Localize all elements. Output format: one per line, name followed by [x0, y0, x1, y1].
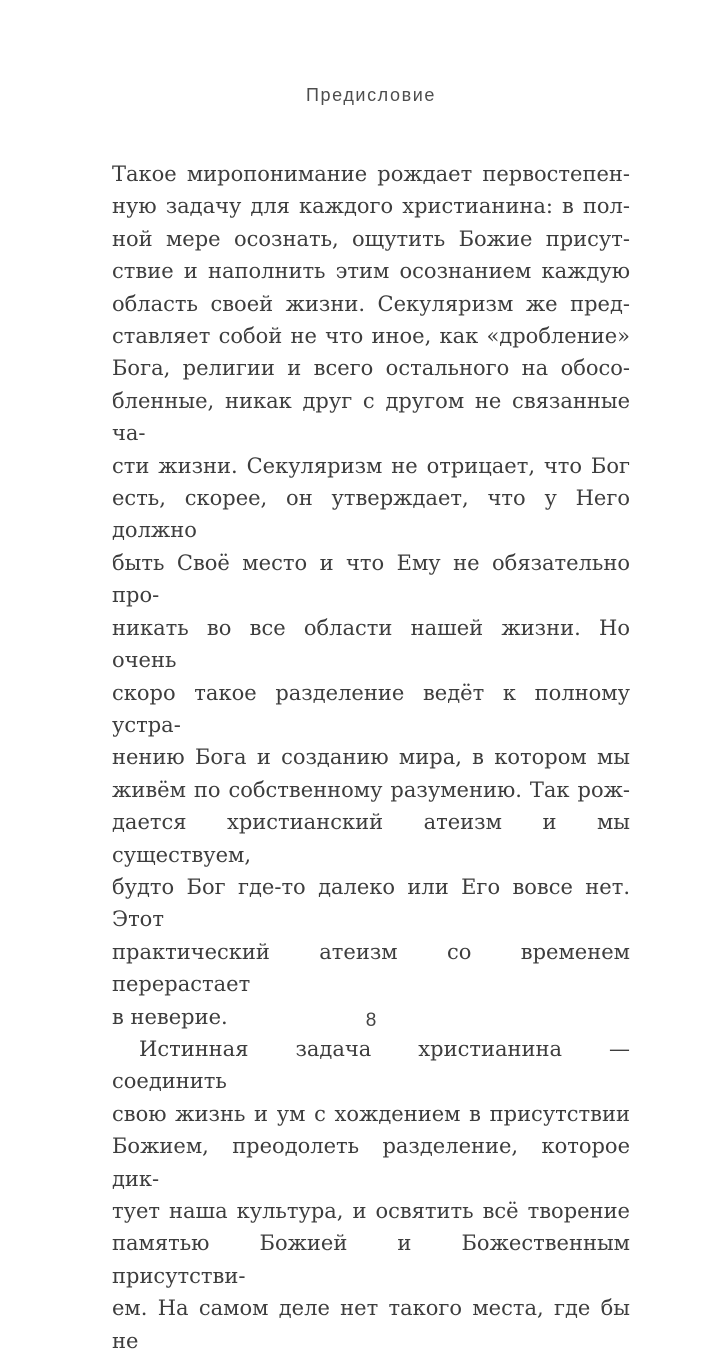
text-line: сти жизни. Секуляризм не отрицает, что Бог [112, 453, 630, 478]
text-line: нению Бога и созданию мира, в котором мы [112, 745, 630, 770]
page-number: 8 [365, 1010, 377, 1031]
text-line: ную задачу для каждого христианина: в пол- [112, 194, 630, 219]
text-line: свою жизнь и ум с хождением в присутствии [112, 1101, 630, 1126]
text-line: ставляет собой не что иное, как «дробление» [112, 324, 630, 349]
text-line: тует наша культура, и освятить всё творение [112, 1199, 630, 1223]
text-line: будто Бог где-то далеко или Его вовсе нет. Этот [112, 874, 630, 932]
paragraph [112, 158, 630, 1033]
text-line: Такое миропонимание рождает первостепен- [112, 162, 630, 186]
text-line: бленные, никак друг с другом не связанные ча- [112, 388, 630, 446]
text-line: никать во все области нашей жизни. Но очень [112, 615, 630, 673]
body-text [112, 158, 630, 1357]
text-line: быть Своё место и что Ему не обязательно про- [112, 550, 630, 608]
text-line: скоро такое разделение ведёт к полному устра- [112, 680, 630, 737]
text-line: есть, скорее, он утверждает, что у Него должно [112, 486, 630, 543]
text-line: ной мере осознать, ощутить Божие присут- [112, 226, 630, 251]
text-line: памятью Божией и Божественным присутстви- [112, 1231, 630, 1288]
text-line: Истинная задача христианина — соединить [112, 1036, 630, 1094]
text-line: живём по собственному разумению. Так рож- [112, 777, 630, 802]
text-line: область своей жизни. Секуляризм же пред- [112, 291, 630, 316]
text-line: ствие и наполнить этим осознанием каждую [112, 259, 630, 284]
text-line: Бога, религии и всего остального на обосо- [112, 356, 630, 381]
text-line: дается христианский атеизм и мы существуем, [112, 810, 630, 867]
text-line: практический атеизм со временем перерастает [112, 939, 630, 997]
running-head: Предисловие [305, 85, 437, 105]
text-line: в неверие. [112, 1004, 228, 1029]
text-line: ем. На самом деле нет такого места, где бы не [112, 1296, 630, 1353]
paragraph [112, 1033, 630, 1357]
text-line: Божием, преодолеть разделение, которое дик- [112, 1134, 630, 1191]
